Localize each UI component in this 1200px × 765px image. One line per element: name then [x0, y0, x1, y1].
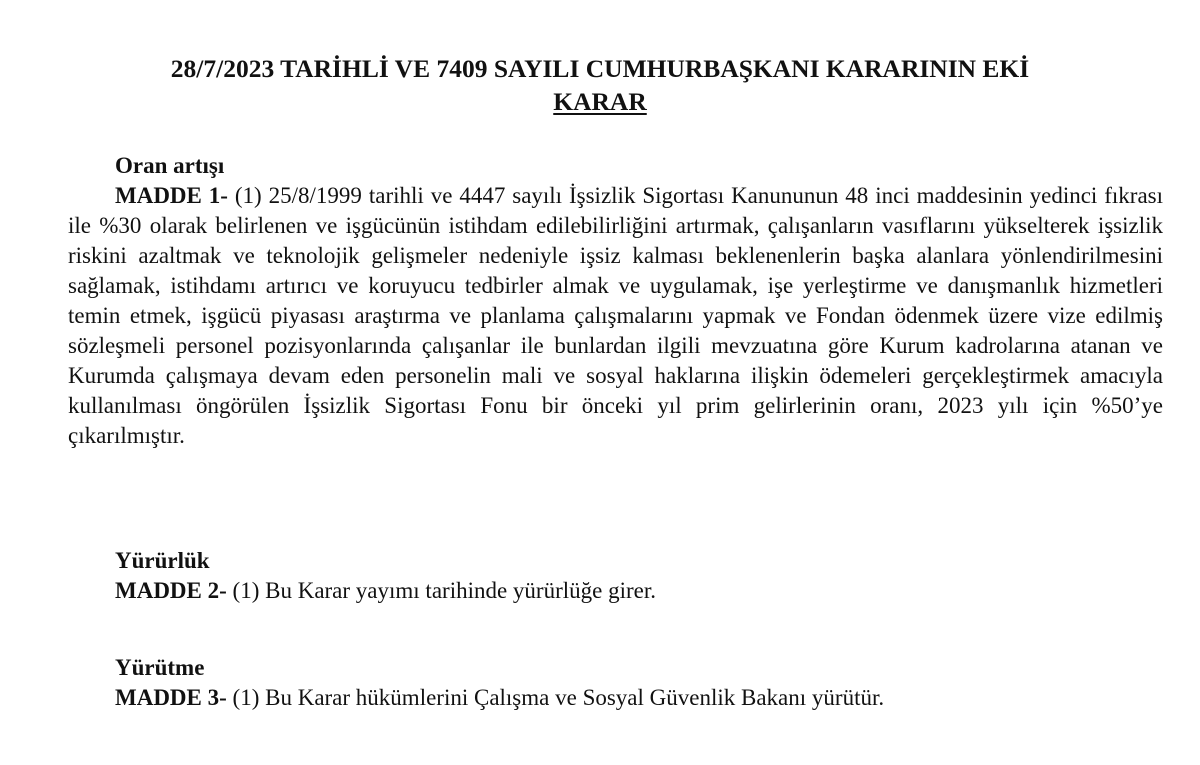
section-heading-yurutme: Yürütme: [115, 655, 205, 680]
article-1-label: MADDE 1-: [115, 183, 228, 208]
document-subtitle: KARAR: [553, 87, 647, 116]
article-2-text: (1) Bu Karar yayımı tarihinde yürürlüğe girer.: [226, 578, 656, 603]
article-3: [115, 683, 884, 713]
document-subtitle-wrapper: [0, 87, 1200, 117]
article-3-label: MADDE 3-: [115, 685, 227, 710]
article-1: [68, 181, 1163, 451]
article-2-label: MADDE 2-: [115, 578, 227, 603]
article-2: [115, 576, 656, 606]
article-3-text: (1) Bu Karar hükümlerini Çalışma ve Sosyal Güvenlik Bakanı yürütür.: [226, 685, 885, 710]
document-title: 28/7/2023 TARİHLİ VE 7409 SAYILI CUMHURBAŞKANI KARARININ EKİ: [170, 54, 1030, 83]
section-heading-yururluk: Yürürlük: [115, 548, 210, 573]
article-1-text: (1) 25/8/1999 tarihli ve 4447 sayılı İşsizlik Sigortası Kanununun 48 inci maddesinin yedinci fıkrası ile %30 olarak belirlenen ve işgücünün istihdam edilebilirliğini artırmak, çalışanların vasıflarını yükselterek işsizlik riskini azaltmak ve teknolojik gelişmeler nedeniyle işsiz kalması beklenenlerin başka alanlara yönlendirilmesini sağlamak, istihdamı artırıcı ve koruyucu tedbirler almak ve uygulamak, işe yerleştirme ve danışmanlık hizmetleri temin etmek, işgücü piyasası araştırma ve planlama çalışmalarını yapmak ve Fondan ödenmek üzere vize edilmiş sözleşmeli personel pozisyonlarında çalışanlar ile bunlardan ilgili mevzuatına göre Kurum kadrolarına atanan ve Kurumda çalışmaya devam eden personelin mali ve sosyal haklarına ilişkin ödemeleri gerçekleştirmek amacıyla kullanılması öngörülen İşsizlik Sigortası Fonu bir önceki yıl prim gelirlerinin oranı, 2023 yılı için %50’ye çıkarılmıştır.: [68, 183, 1163, 448]
section-heading-oran-artisi: Oran artışı: [115, 153, 225, 178]
